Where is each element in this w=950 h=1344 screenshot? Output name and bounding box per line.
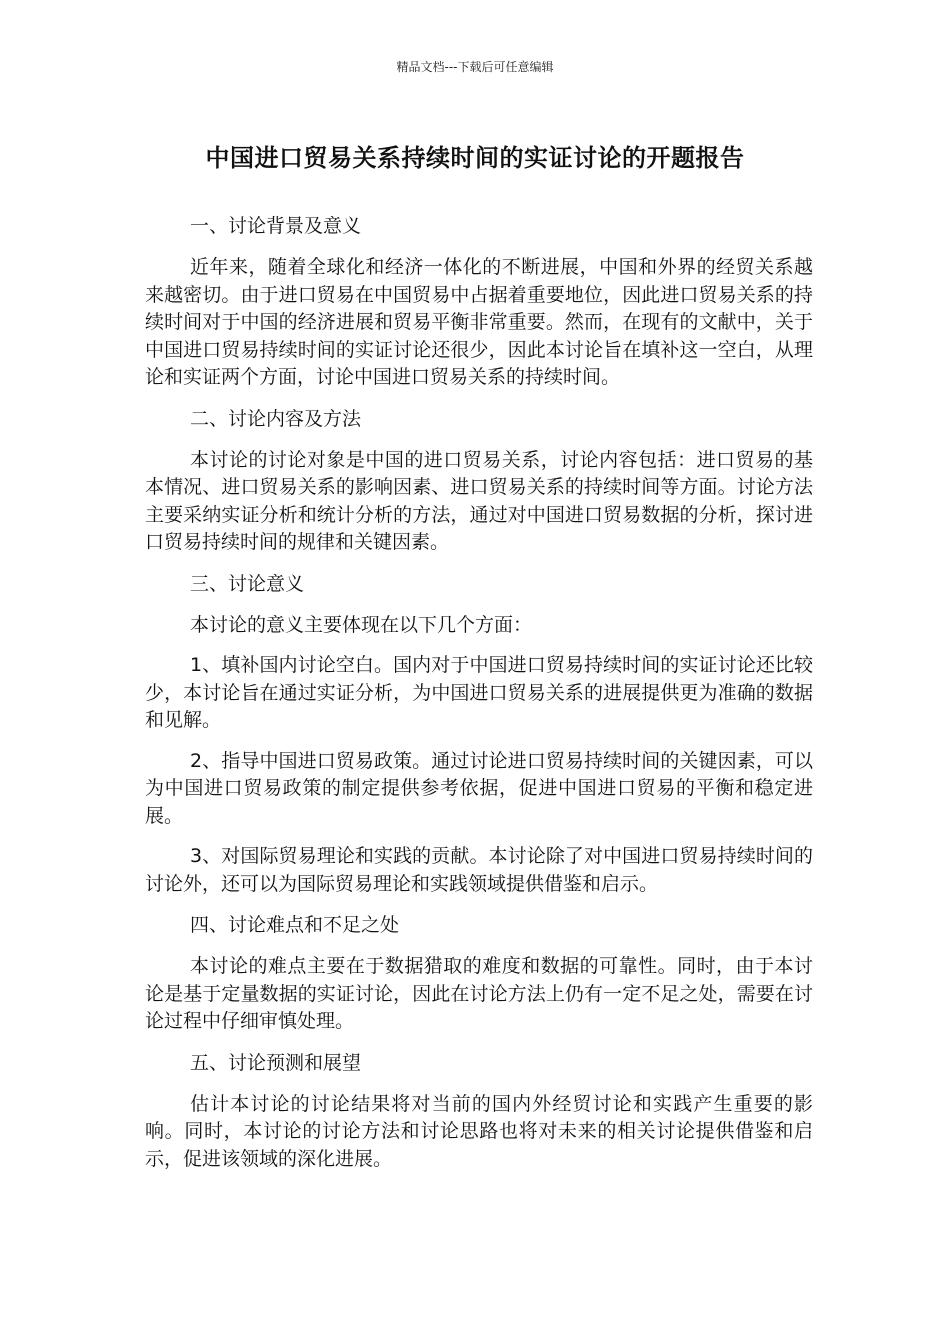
section-heading-outlook: 五、讨论预测和展望 (190, 1051, 362, 1074)
page-header-note: 精品文档---下载后可任意编辑 (396, 60, 554, 74)
section-heading-difficulties: 四、讨论难点和不足之处 (190, 914, 400, 936)
document-title: 中国进口贸易关系持续时间的实证讨论的开题报告 (205, 144, 745, 172)
section-paragraph-significance-intro: 本讨论的意义主要体现在以下几个方面： (190, 613, 533, 636)
section-heading-significance: 三、讨论意义 (190, 572, 305, 595)
section-heading-background: 一、讨论背景及意义 (190, 215, 362, 237)
section-heading-content-method: 二、讨论内容及方法 (190, 407, 362, 430)
section-paragraph-outlook: 估计本讨论的讨论结果将对当前的国内外经贸讨论和实践产生重要的影响。同时，本讨论的讨论方法和讨论思路也将对未来的相关讨论提供借鉴和启示，促进该领域的深化进展。 (145, 1092, 813, 1170)
section-paragraph-background: 近年来，随着全球化和经济一体化的不断进展，中国和外界的经贸关系越来越密切。由于进口贸易在中国贸易中占据着重要地位，因此进口贸易关系的持续时间对于中国的经济进展和贸易平衡非常重要。然而，在现有的文献中，关于中国进口贸易持续时间的实证讨论还很少，因此本讨论旨在填补这一空白，从理论和实证两个方面，讨论中国进口贸易关系的持续时间。 (145, 256, 813, 388)
list-item-significance-3: 3、对国际贸易理论和实践的贡献。本讨论除了对中国进口贸易持续时间的讨论外，还可以为国际贸易理论和实践领域提供借鉴和启示。 (145, 845, 813, 895)
list-item-significance-2: 2、指导中国进口贸易政策。通过讨论进口贸易持续时间的关键因素，可以为中国进口贸易政策的制定提供参考依据，促进中国进口贸易的平衡和稳定进展。 (145, 749, 813, 827)
section-paragraph-content-method: 本讨论的讨论对象是中国的进口贸易关系，讨论内容包括：进口贸易的基本情况、进口贸易关系的影响因素、进口贸易关系的持续时间等方面。讨论方法主要采纳实证分析和统计分析的方法，通过对中国进口贸易数据的分析，探讨进口贸易持续时间的规律和关键因素。 (145, 448, 813, 553)
list-item-significance-1: 1、填补国内讨论空白。国内对于中国进口贸易持续时间的实证讨论还比较少，本讨论旨在通过实证分析，为中国进口贸易关系的进展提供更为准确的数据和见解。 (145, 654, 813, 731)
document-body (145, 212, 813, 1186)
section-paragraph-difficulties: 本讨论的难点主要在于数据猎取的难度和数据的可靠性。同时，由于本讨论是基于定量数据的实证讨论，因此在讨论方法上仍有一定不足之处，需要在讨论过程中仔细审慎处理。 (145, 955, 813, 1032)
